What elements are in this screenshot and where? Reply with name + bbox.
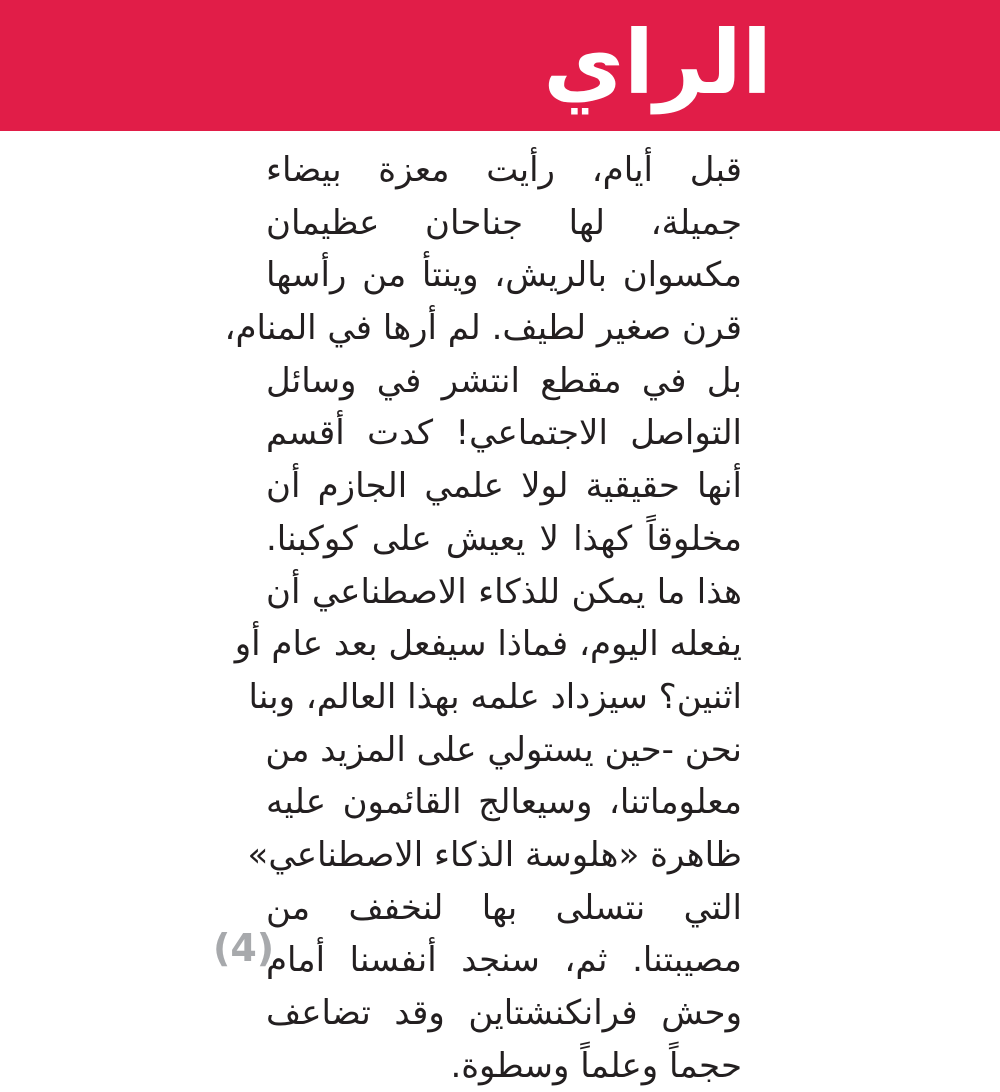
article-line: جميلة، لها جناحان عظيمان (266, 202, 742, 243)
newspaper-logo: الراي (543, 11, 772, 114)
article-line: وحش فرانكنشتاين وقد تضاعف (266, 993, 742, 1033)
article-line: هذا ما يمكن للذكاء الاصطناعي أن (266, 571, 742, 612)
article-line: ظاهرة «هلوسة الذكاء الاصطناعي» (247, 834, 742, 875)
article-line: حجماً وعلماً وسطوة. (450, 1045, 742, 1086)
article-line: بل في مقطع انتشر في وسائل (266, 360, 742, 401)
masthead-banner (0, 0, 1000, 131)
article-body (224, 144, 742, 1086)
article-line: أنها حقيقية لولا علمي الجازم أن (266, 466, 742, 507)
article-line: التواصل الاجتماعي! كدت أقسم (266, 413, 742, 454)
article-line: التي نتسلى بها لنخفف من (266, 887, 742, 928)
article-line: مخلوقاً كهذا لا يعيش على كوكبنا. (266, 518, 742, 559)
article-line: يفعله اليوم، فماذا سيفعل بعد عام أو (234, 624, 742, 665)
article-line: اثنين؟ سيزداد علمه بهذا العالم، وبنا (248, 676, 742, 717)
article-line: نحن -حين يستولي على المزيد من (265, 729, 742, 770)
article-line: معلوماتنا، وسيعالج القائمون عليه (266, 782, 742, 823)
article-line: قرن صغير لطيف. لم أرها في المنام، (224, 308, 742, 349)
page-number: (4) (213, 926, 275, 970)
article-line: قبل أيام، رأيت معزة بيضاء (266, 150, 742, 190)
article-line: مصيبتنا. ثم، سنجد أنفسنا أمام (266, 940, 742, 981)
article-line: مكسوان بالريش، وينتأ من رأسها (266, 255, 742, 296)
